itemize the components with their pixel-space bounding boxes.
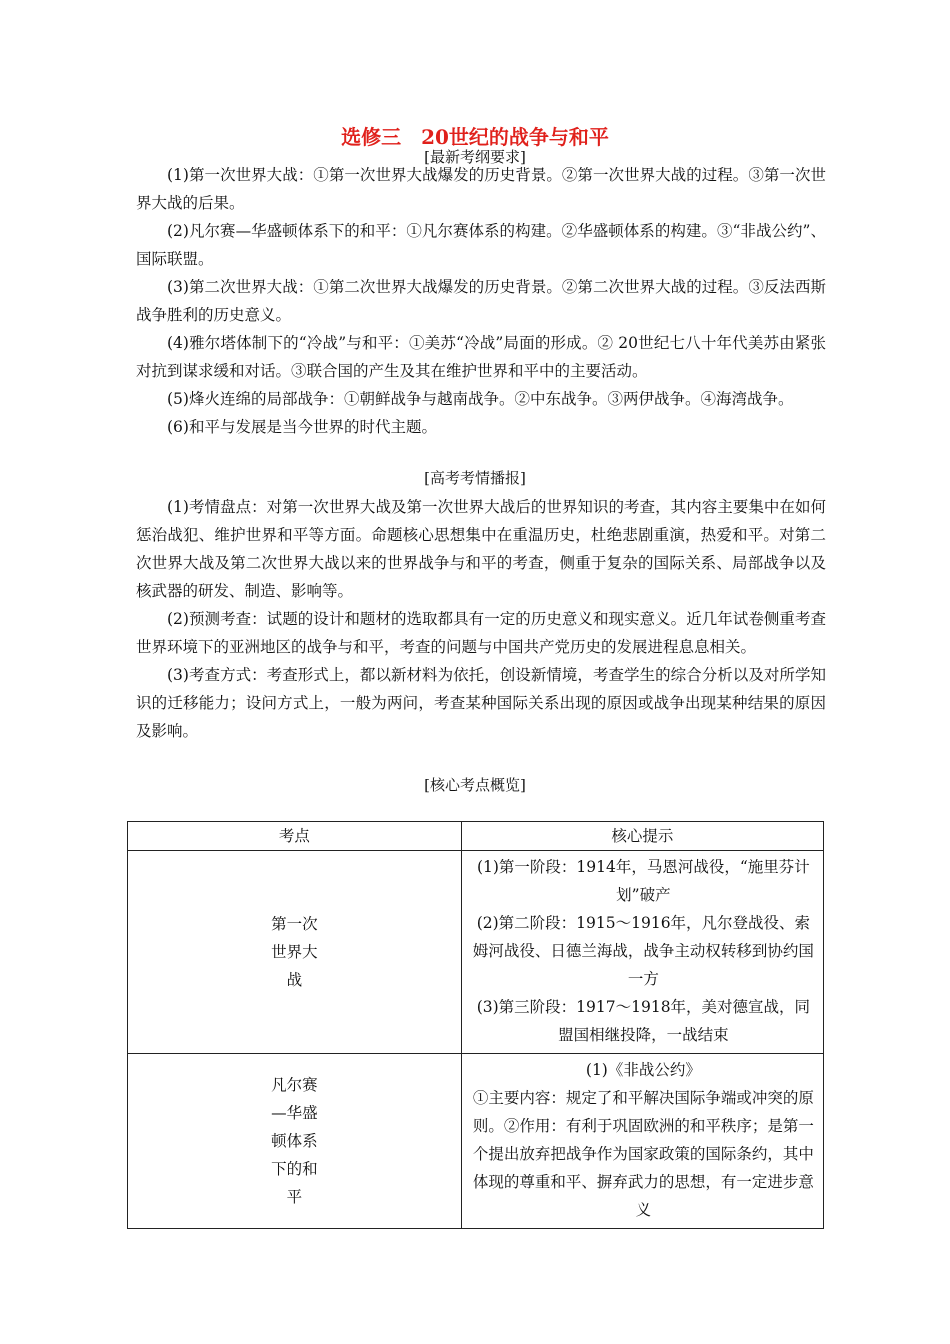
syllabus-item: (6)和平与发展是当今世界的时代主题。 bbox=[167, 418, 437, 436]
table-row bbox=[128, 1054, 824, 1229]
tips-cell bbox=[461, 1054, 823, 1229]
exam-item: (1)考情盘点：对第一次世界大战及第一次世界大战后的世界知识的考查，其内容主要集中在如何惩治战犯、维护世界和平等方面。命题核心思想集中在重温历史，杜绝悲剧重演，热爱和平。对第二次世界大战及第二次世界大战以来的世界战争与和平的考查，侧重于复杂的国际关系、局部战争以及核武器的研发、制造、影响等。 bbox=[136, 498, 826, 600]
exam-list bbox=[136, 493, 826, 745]
tip-item: (1)第一阶段：1914年，马恩河战役，“施里芬计划”破产 bbox=[476, 858, 810, 904]
point-label: 第一次世界大战 bbox=[271, 915, 318, 989]
syllabus-heading: [最新考纲要求] bbox=[424, 148, 526, 166]
table-header-row bbox=[128, 822, 824, 851]
tip-item: (2)第二阶段：1915～1916年，凡尔登战役、索姆河战役、日德兰海战，战争主动权转移到协约国一方 bbox=[472, 914, 814, 988]
header-tips: 核心提示 bbox=[461, 822, 823, 851]
syllabus-item: (4)雅尔塔体制下的“冷战”与和平：①美苏“冷战”局面的形成。② 20世纪七八十年代美苏由紧张对抗到谋求缓和对话。③联合国的产生及其在维护世界和平中的主要活动。 bbox=[136, 334, 826, 380]
tip-item: (1)《非战公约》 bbox=[585, 1061, 701, 1079]
exam-item: (2)预测考查：试题的设计和题材的选取都具有一定的历史意义和现实意义。近几年试卷侧重考查世界环境下的亚洲地区的战争与和平，考查的问题与中国共产党历史的发展进程息息相关。 bbox=[136, 610, 826, 656]
exam-item: (3)考查方式：考查形式上，都以新材料为依托，创设新情境，考查学生的综合分析以及对所学知识的迁移能力；设问方式上，一般为两问，考查某种国际关系出现的原因或战争出现某种结果的原因及影响。 bbox=[136, 666, 826, 740]
syllabus-item: (1)第一次世界大战：①第一次世界大战爆发的历史背景。②第一次世界大战的过程。③第一次世界大战的后果。 bbox=[136, 166, 826, 212]
syllabus-item: (3)第二次世界大战：①第二次世界大战爆发的历史背景。②第二次世界大战的过程。③反法西斯战争胜利的历史意义。 bbox=[136, 278, 826, 324]
point-label: 凡尔赛—华盛顿体系下的和平 bbox=[271, 1076, 318, 1206]
syllabus-list bbox=[136, 161, 826, 441]
table-row bbox=[128, 851, 824, 1054]
tip-item: (3)第三阶段：1917～1918年，美对德宣战，同盟国相继投降，一战结束 bbox=[476, 998, 811, 1044]
syllabus-item: (5)烽火连绵的局部战争：①朝鲜战争与越南战争。②中东战争。③两伊战争。④海湾战争。 bbox=[167, 390, 794, 408]
exam-heading: [高考考情播报] bbox=[424, 469, 526, 487]
point-cell bbox=[128, 851, 462, 1054]
core-points-table bbox=[127, 821, 824, 1229]
syllabus-item: (2)凡尔赛—华盛顿体系下的和平：①凡尔赛体系的构建。②华盛顿体系的构建。③“非战公约”、国际联盟。 bbox=[136, 222, 826, 268]
point-cell bbox=[128, 1054, 462, 1229]
core-heading: [核心考点概览] bbox=[424, 776, 526, 794]
tip-item: ①主要内容：规定了和平解决国际争端或冲突的原则。②作用：有利于巩固欧洲的和平秩序；是第一个提出放弃把战争作为国家政策的国际条约，其中体现的尊重和平、摒弃武力的思想，有一定进步意义 bbox=[472, 1089, 814, 1219]
header-point: 考点 bbox=[128, 822, 462, 851]
page-title: 选修三 20世纪的战争与和平 bbox=[341, 125, 609, 149]
tips-cell bbox=[461, 851, 823, 1054]
